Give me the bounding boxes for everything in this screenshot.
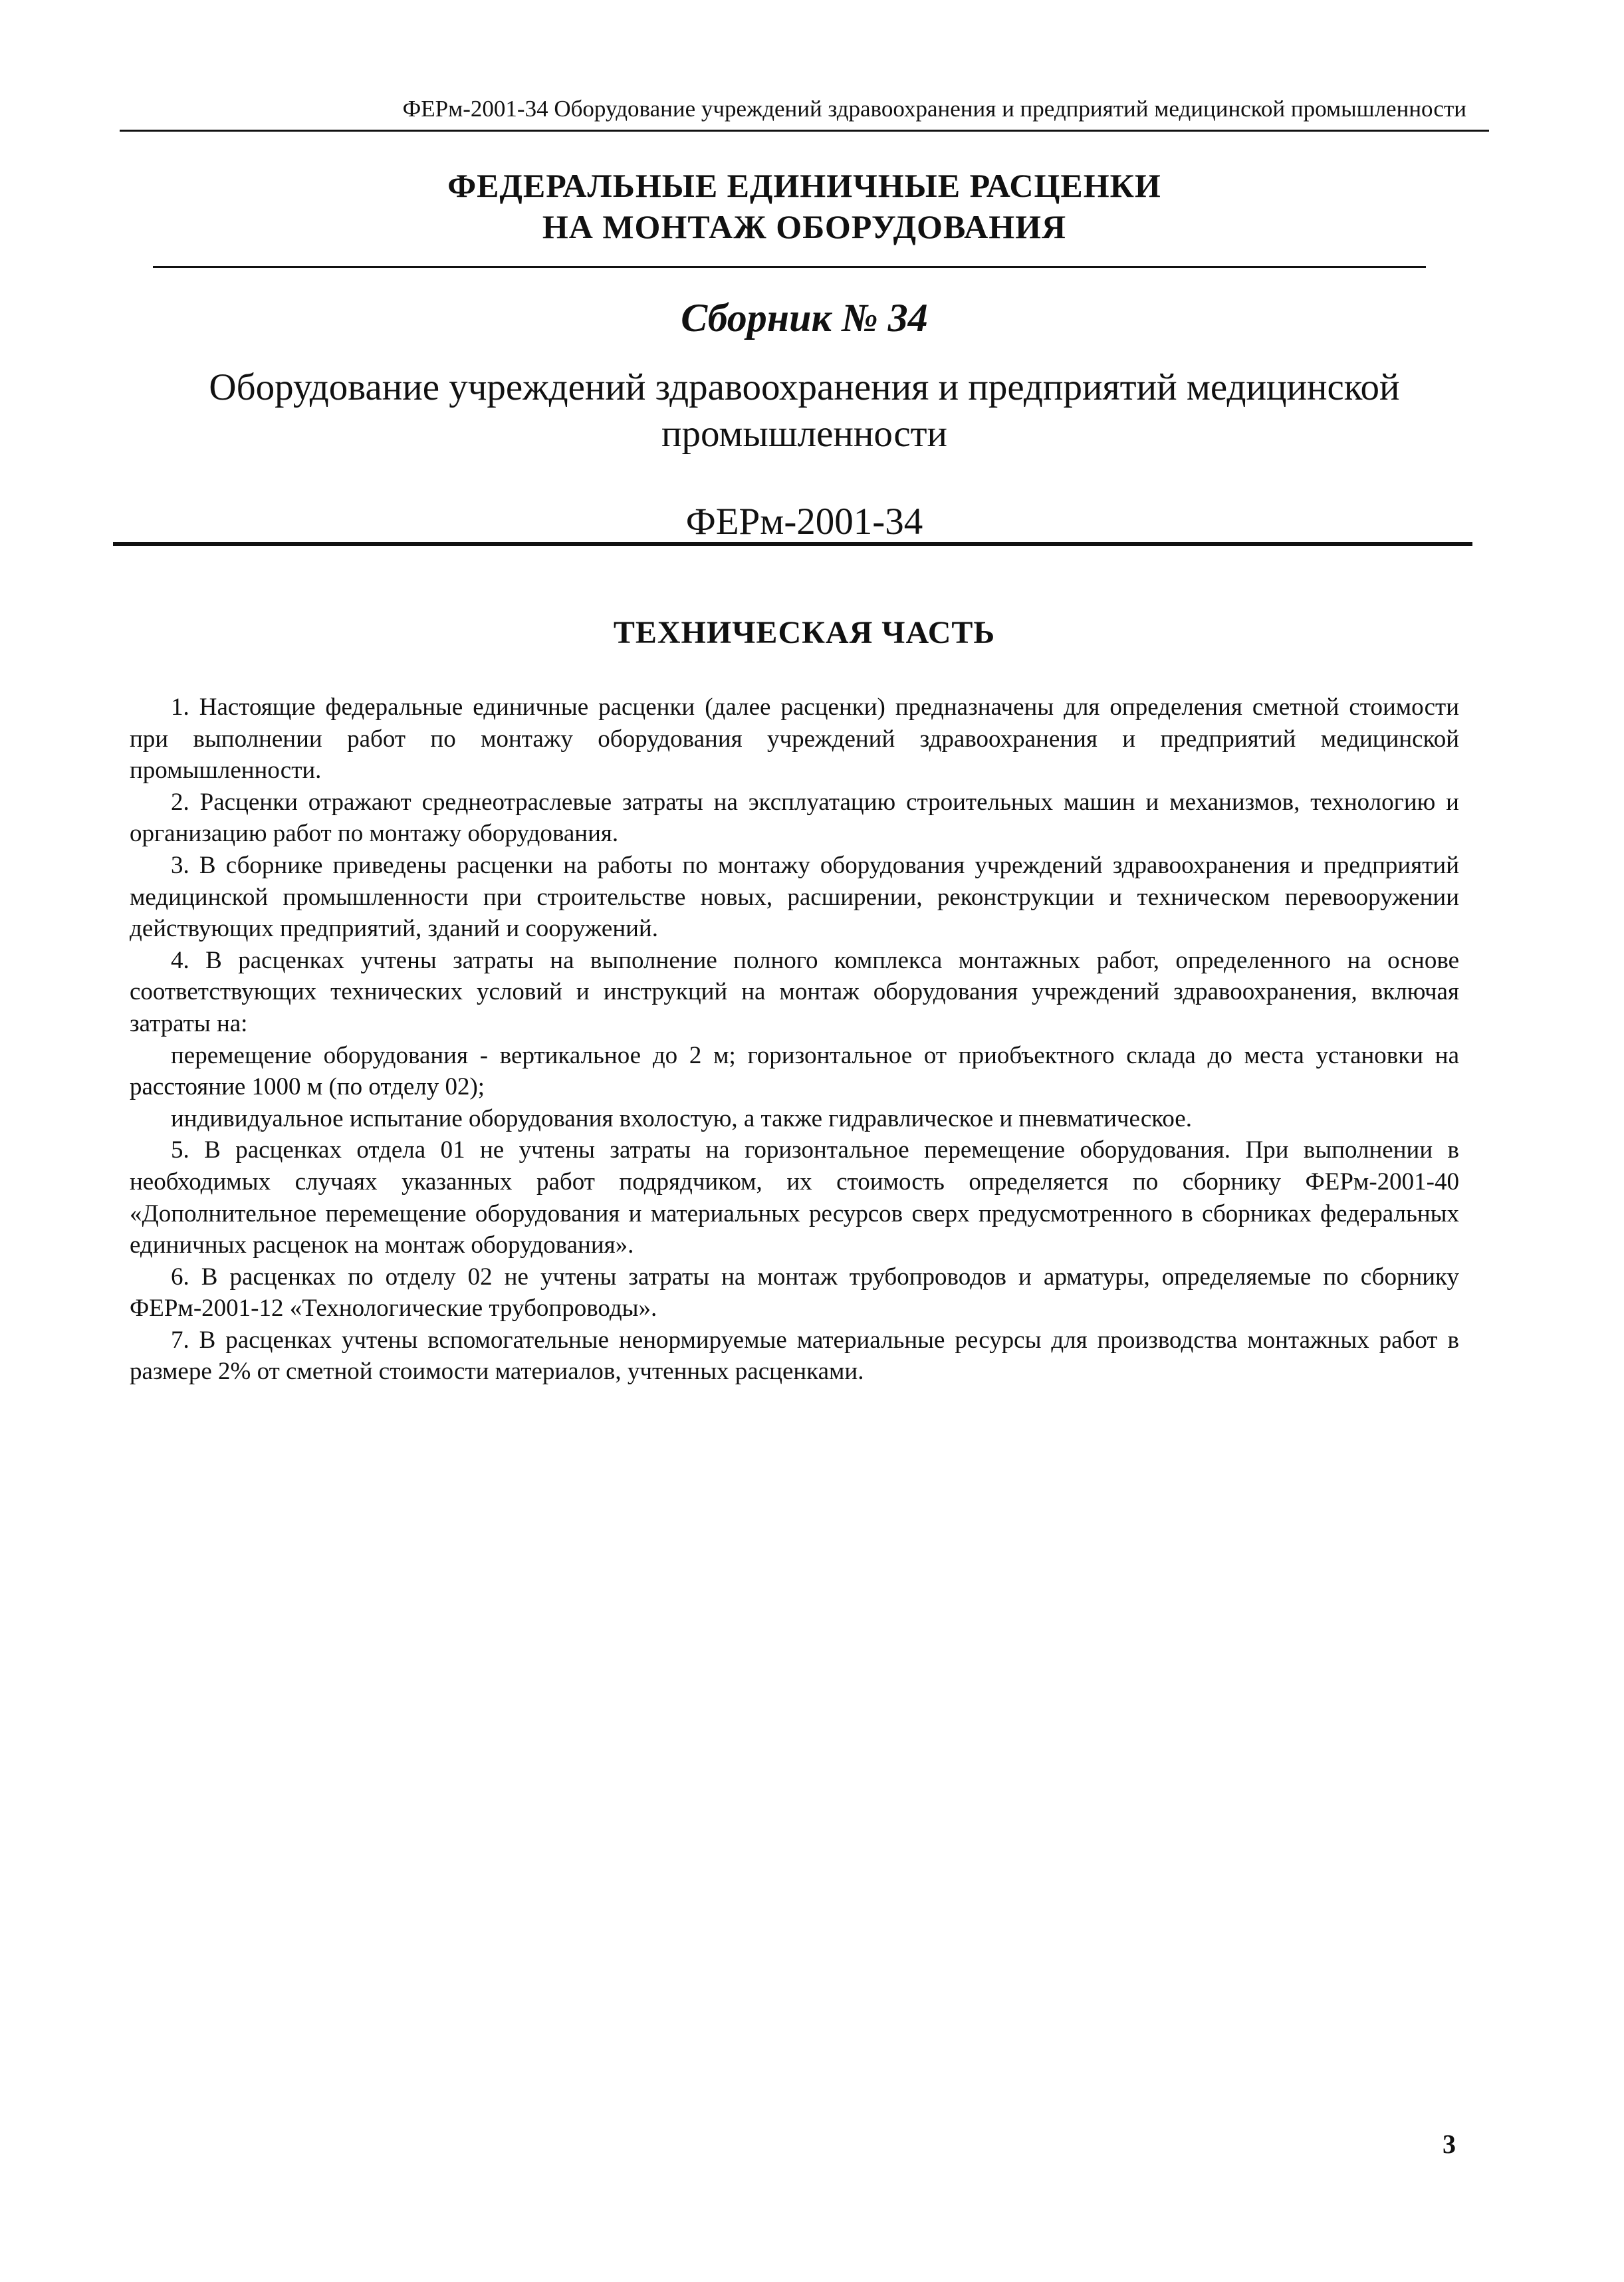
running-header <box>120 90 1489 132</box>
paragraph-4-item-2: индивидуальное испытание оборудования вхолостую, а также гидравлическое и пневматическое. <box>171 1104 1192 1132</box>
title-divider <box>153 266 1426 268</box>
paragraph-7: 7. В расценках учтены вспомогательные ненормируемые материальные ресурсы для производства монтажных работ в размере 2% от сметной стоимости материалов, учтенных расценками. <box>130 1326 1459 1386</box>
collection-number: Сборник № 34 <box>681 296 928 340</box>
section-title: ТЕХНИЧЕСКАЯ ЧАСТЬ <box>613 615 996 650</box>
collection-name <box>120 364 1489 457</box>
collection-code: ФЕРм-2001-34 <box>685 501 923 543</box>
paragraph-5: 5. В расценках отдела 01 не учтены затраты на горизонтальное перемещение оборудования. При выполнении в необходимых случаях указанных работ подрядчиком, их стоимость определяется по сборнику ФЕРм-2001-40 «Дополнительное перемещение оборудования и материальных ресурсов сверх предусмотренного в сборниках федеральных единичных расценок на монтаж оборудования». <box>130 1136 1459 1259</box>
collection-name-line-2: промышленности <box>661 413 948 455</box>
paragraph-4: 4. В расценках учтены затраты на выполнение полного комплекса монтажных работ, определенного на основе соответствующих технических условий и инструкций на монтаж оборудования учреждений здравоохранения, включая затраты на: <box>130 946 1459 1037</box>
document-title-line-2: НА МОНТАЖ ОБОРУДОВАНИЯ <box>542 208 1067 245</box>
collection-name-line-1: Оборудование учреждений здравоохранения и предприятий медицинской <box>209 366 1400 408</box>
running-header-text: ФЕРм-2001-34 Оборудование учреждений здравоохранения и предприятий медицинской промышленности <box>402 96 1466 122</box>
paragraph-2: 2. Расценки отражают среднеотраслевые затраты на эксплуатацию строительных машин и механизмов, технологию и организацию работ по монтажу оборудования. <box>130 788 1459 848</box>
document-title <box>120 165 1489 247</box>
paragraph-3: 3. В сборнике приведены расценки на работы по монтажу оборудования учреждений здравоохранения и предприятий медицинской промышленности при строительстве новых, расширении, реконструкции и техническом перевооружении действующих предприятий, зданий и сооружений. <box>130 851 1459 943</box>
document-title-line-1: ФЕДЕРАЛЬНЫЕ ЕДИНИЧНЫЕ РАСЦЕНКИ <box>447 167 1161 204</box>
paragraph-4-item-1: перемещение оборудования - вертикальное до 2 м; горизонтальное от приобъектного склада до места установки на расстояние 1000 м (по отделу 02); <box>130 1041 1459 1101</box>
paragraph-1: 1. Настоящие федеральные единичные расценки (далее расценки) предназначены для определения сметной стоимости при выполнении работ по монтажу оборудования учреждений здравоохранения и предприятий медицинской промышленности. <box>130 694 1459 785</box>
technical-part-body <box>130 692 1459 1388</box>
code-divider <box>113 542 1472 546</box>
paragraph-6: 6. В расценках по отделу 02 не учтены затраты на монтаж трубопроводов и арматуры, определяемые по сборнику ФЕРм-2001-12 «Технологические трубопроводы». <box>130 1263 1459 1323</box>
page-number: 3 <box>1443 2129 1456 2159</box>
